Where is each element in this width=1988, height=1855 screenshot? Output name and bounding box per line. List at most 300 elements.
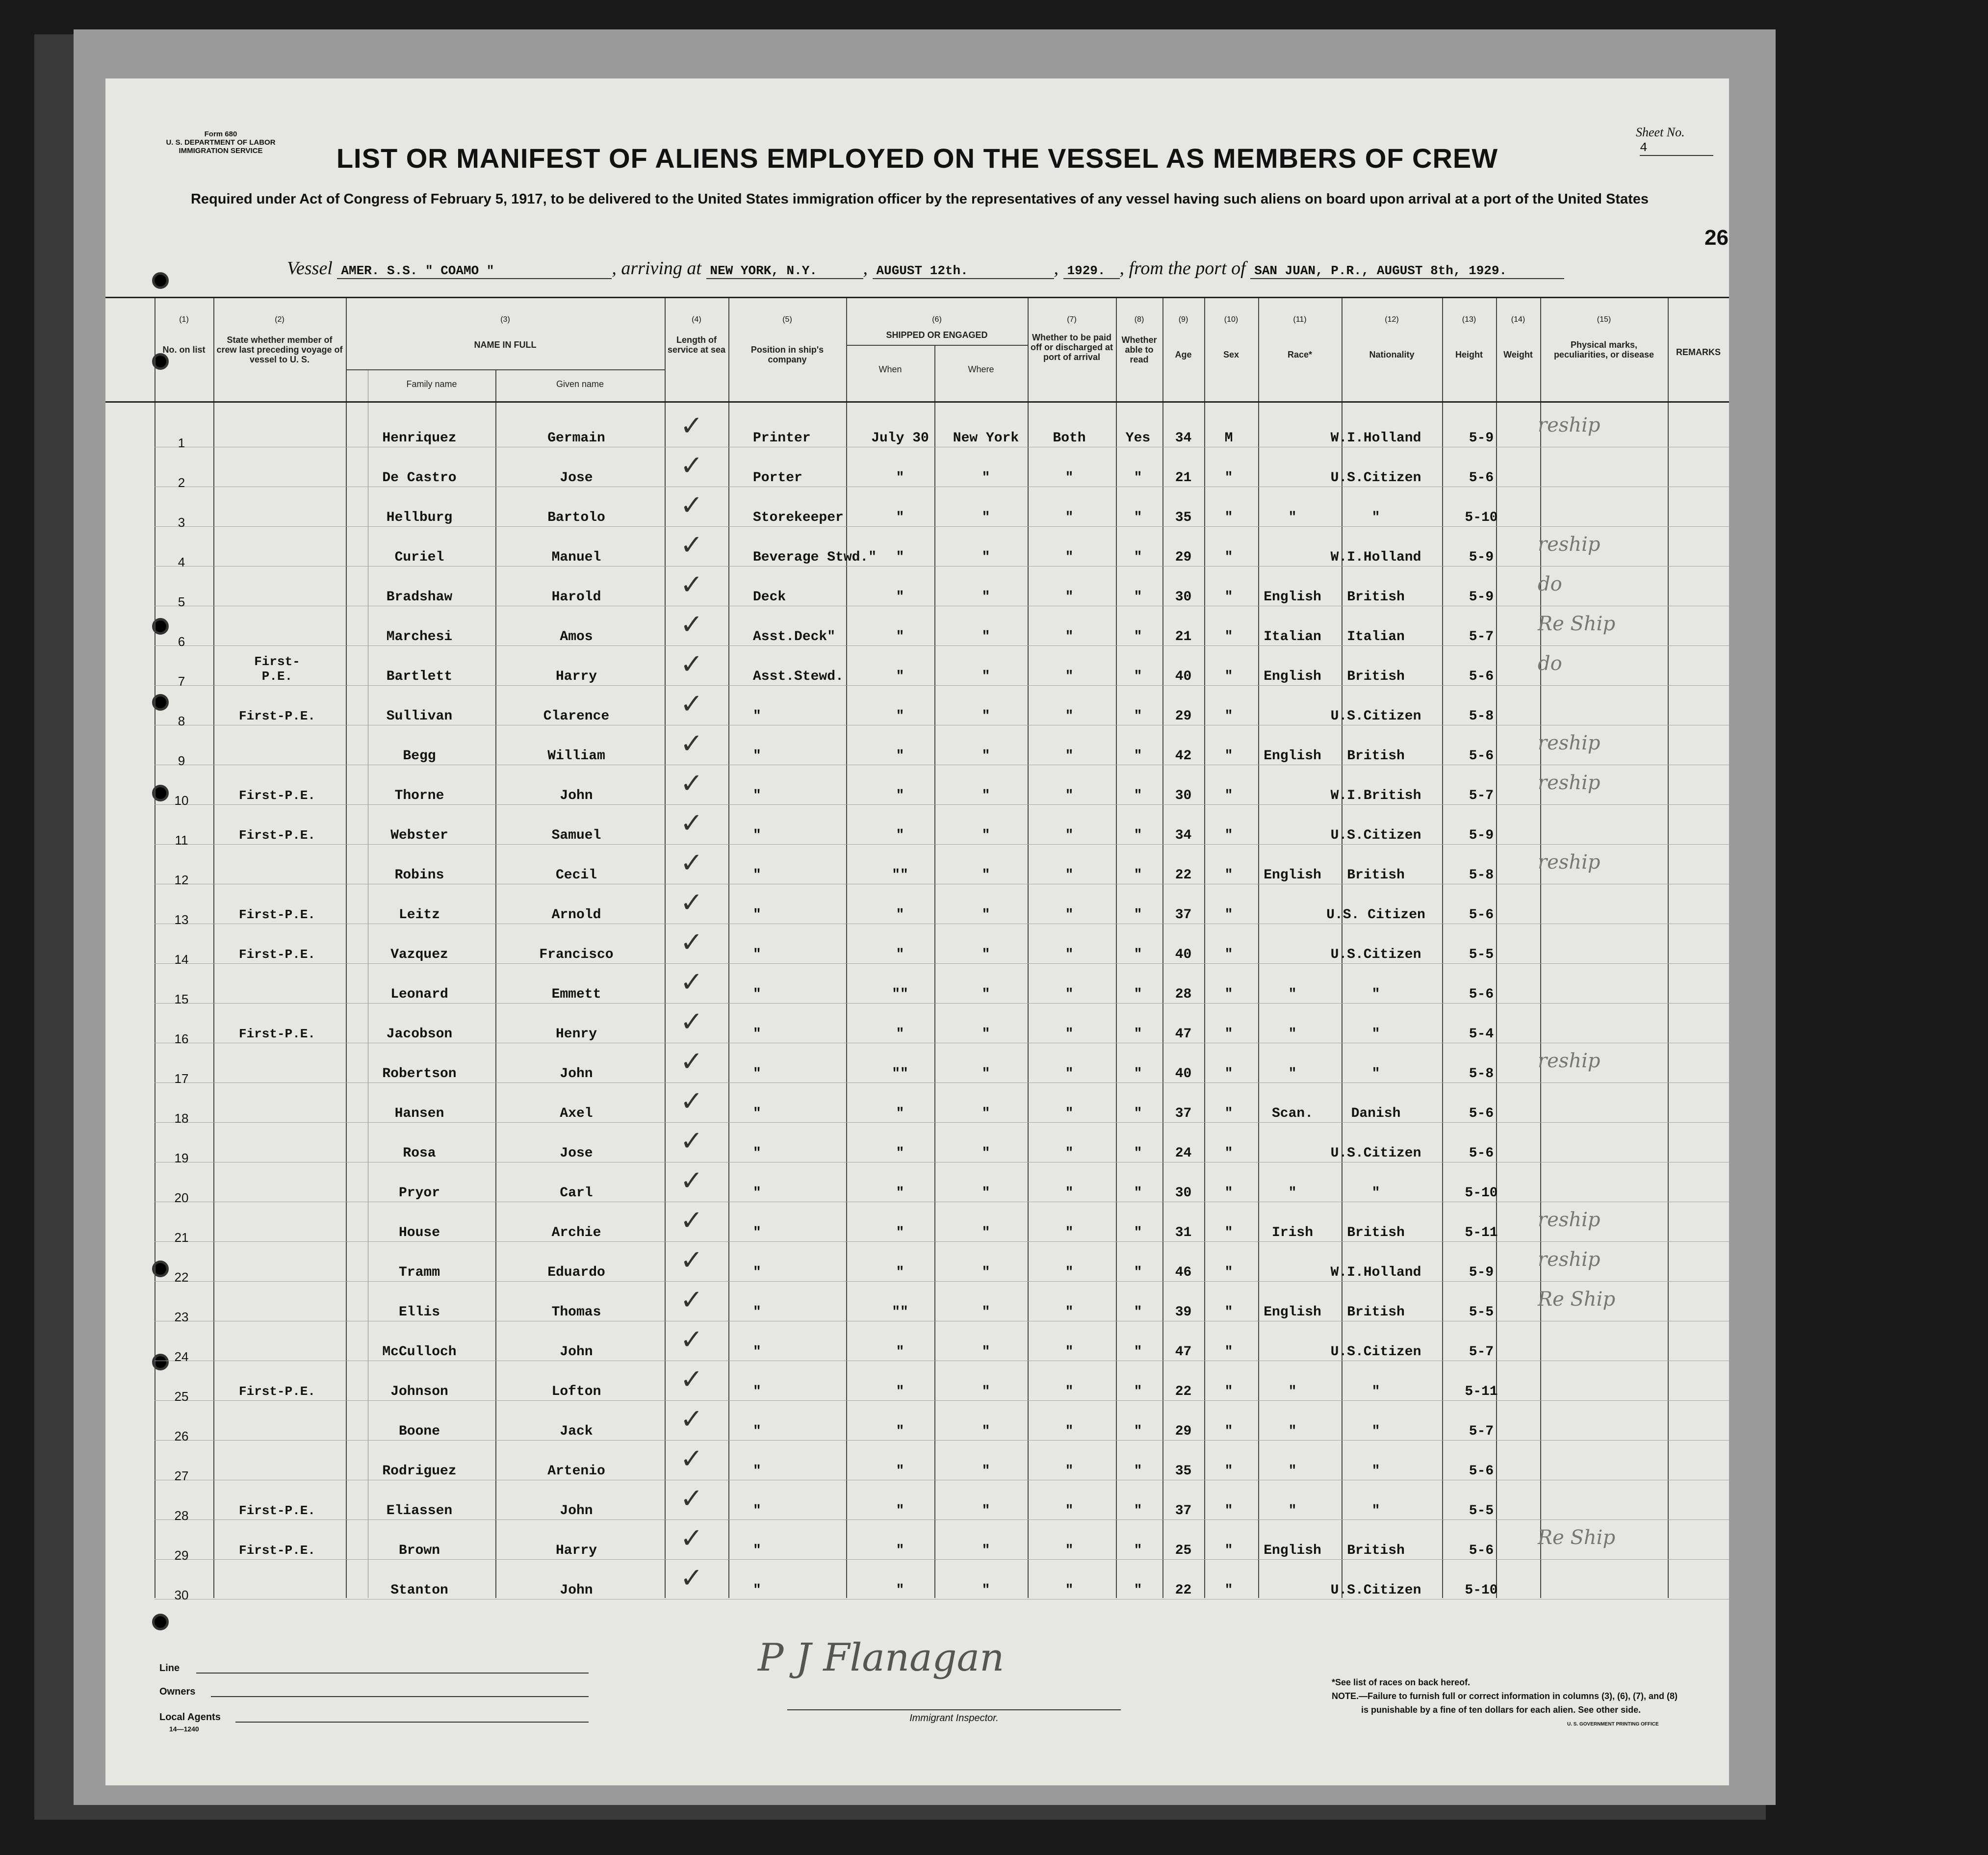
- given-name: Francisco: [539, 947, 614, 962]
- row-number: 4: [178, 555, 185, 569]
- age: 34: [1175, 431, 1192, 446]
- age: 39: [1175, 1305, 1192, 1320]
- able-to-read: ": [1134, 709, 1142, 724]
- row-number: 21: [174, 1230, 189, 1245]
- given-name: Emmett: [551, 987, 601, 1002]
- age: 47: [1175, 1027, 1192, 1042]
- col-5-number: (5): [782, 315, 792, 324]
- race: English: [1264, 868, 1321, 883]
- family-name: Hellburg: [386, 510, 453, 525]
- given-name: Manuel: [551, 550, 601, 565]
- shipped-when: ": [896, 1106, 904, 1121]
- table-row: [105, 884, 1729, 927]
- shipped-when: ": [896, 1464, 904, 1479]
- row-number: 11: [175, 833, 188, 848]
- from-label: , from the port of: [1119, 258, 1246, 279]
- family-name: Robertson: [382, 1066, 457, 1082]
- age: 29: [1175, 709, 1192, 724]
- col-11-number: (11): [1293, 315, 1307, 324]
- sex: ": [1224, 629, 1233, 644]
- position: ": [753, 788, 761, 803]
- row-number: 20: [174, 1190, 189, 1205]
- family-name: Webster: [390, 828, 448, 843]
- age: 22: [1175, 868, 1192, 883]
- row-number: 2: [178, 475, 185, 490]
- nationality: U.S.Citizen: [1330, 1344, 1421, 1360]
- table-row: [105, 685, 1729, 728]
- shipped-where: ": [981, 1305, 990, 1320]
- sex: ": [1224, 1384, 1233, 1399]
- punch-hole: [152, 272, 169, 289]
- height: 5-6: [1469, 470, 1494, 486]
- paid-off: ": [1065, 669, 1074, 684]
- row-number: 22: [174, 1270, 189, 1285]
- shipped-where: New York: [953, 431, 1019, 446]
- position: Asst.Deck": [753, 629, 836, 644]
- table-row: [105, 1440, 1729, 1483]
- shipped-where: ": [981, 550, 990, 565]
- given-name: Amos: [560, 629, 593, 644]
- paid-off: ": [1065, 788, 1074, 803]
- sex: ": [1224, 510, 1233, 525]
- sex: ": [1224, 947, 1233, 962]
- nationality: ": [1371, 510, 1380, 525]
- col-3-header: NAME IN FULL: [474, 340, 537, 350]
- nationality: ": [1371, 1424, 1380, 1439]
- row-number: 8: [178, 714, 185, 728]
- row-number: 28: [174, 1508, 189, 1523]
- shipped-when: ": [896, 1384, 904, 1399]
- col-7-number: (7): [1067, 315, 1077, 324]
- shipped-when: ": [896, 1225, 904, 1240]
- family-name: Rodriguez: [382, 1464, 457, 1479]
- shipped-when: "": [892, 1305, 908, 1320]
- paid-off: ": [1065, 907, 1074, 923]
- service-check-mark: ✓: [680, 490, 703, 521]
- age: 24: [1175, 1146, 1192, 1161]
- line-label: Line: [159, 1663, 180, 1674]
- previous-voyage: First-P.E.: [238, 1543, 316, 1558]
- sex: ": [1224, 1424, 1233, 1439]
- nationality: Italian: [1347, 629, 1405, 644]
- agents-code: 14—1240: [169, 1725, 199, 1733]
- col-8-header: Whether able to read: [1121, 335, 1157, 364]
- shipped-where: ": [981, 590, 990, 605]
- vessel-line: Vessel AMER. S.S. " COAMO " , arriving at NEW YORK, N.Y. , AUGUST 12th. , 1929. , from the port of SAN JUAN, P.R., AUGUST 8th, 1929.: [287, 258, 1675, 279]
- able-to-read: ": [1134, 1344, 1142, 1360]
- col-9-header: Age: [1175, 350, 1192, 360]
- family-name: Begg: [403, 748, 436, 764]
- height: 5-9: [1469, 590, 1494, 605]
- able-to-read: ": [1134, 1146, 1142, 1161]
- family-name: Vazquez: [390, 947, 448, 962]
- table-row: [105, 447, 1729, 490]
- physical-marks: reship: [1538, 533, 1601, 556]
- position: Beverage Stwd.": [753, 550, 877, 565]
- paid-off: ": [1065, 1066, 1074, 1082]
- manifest-page: [105, 78, 1729, 1785]
- physical-marks: reship: [1538, 732, 1601, 754]
- position: Storekeeper: [753, 510, 844, 525]
- given-name: Cecil: [555, 868, 597, 883]
- table-row: [105, 526, 1729, 569]
- family-name: Jacobson: [386, 1027, 453, 1042]
- able-to-read: ": [1134, 1225, 1142, 1240]
- given-name: Clarence: [543, 709, 610, 724]
- height: 5-6: [1469, 1106, 1494, 1121]
- previous-voyage: First-P.E.: [238, 709, 316, 723]
- nationality: Danish: [1351, 1106, 1401, 1121]
- age: 25: [1175, 1543, 1192, 1558]
- position: ": [753, 1344, 761, 1360]
- able-to-read: ": [1134, 1384, 1142, 1399]
- nationality: British: [1347, 1225, 1405, 1240]
- col-1-number: (1): [179, 315, 189, 324]
- nationality: ": [1371, 1185, 1380, 1201]
- given-name: John: [560, 788, 593, 803]
- row-number: 29: [174, 1548, 189, 1563]
- previous-voyage: First-P.E.: [238, 1027, 316, 1041]
- age: 40: [1175, 1066, 1192, 1082]
- position: ": [753, 1106, 761, 1121]
- age: 22: [1175, 1384, 1192, 1399]
- age: 30: [1175, 788, 1192, 803]
- shipped-when: July 30: [871, 431, 929, 446]
- able-to-read: ": [1134, 1464, 1142, 1479]
- col-12-number: (12): [1385, 315, 1399, 324]
- row-number: 24: [174, 1349, 189, 1364]
- paid-off: ": [1065, 1503, 1074, 1519]
- position: ": [753, 907, 761, 923]
- nationality: British: [1347, 868, 1405, 883]
- shipped-where: ": [981, 1106, 990, 1121]
- position: ": [753, 1265, 761, 1280]
- position: ": [753, 1543, 761, 1558]
- paid-off: ": [1065, 1225, 1074, 1240]
- position: ": [753, 1583, 761, 1598]
- paid-off: ": [1065, 1583, 1074, 1598]
- paid-off: ": [1065, 470, 1074, 486]
- age: 28: [1175, 987, 1192, 1002]
- paid-off: ": [1065, 1344, 1074, 1360]
- family-name: Brown: [398, 1543, 440, 1558]
- physical-marks: Re Ship: [1538, 613, 1616, 635]
- physical-marks: Re Ship: [1538, 1288, 1616, 1311]
- line-field: [196, 1673, 589, 1674]
- shipped-when: "": [892, 1066, 908, 1082]
- able-to-read: ": [1134, 629, 1142, 644]
- shipped-when: ": [896, 510, 904, 525]
- shipped-when: ": [896, 788, 904, 803]
- family-name: Hansen: [394, 1106, 444, 1121]
- row-number: 3: [178, 515, 185, 530]
- height: 5-9: [1469, 431, 1494, 446]
- nationality: British: [1347, 1543, 1405, 1558]
- given-name: Archie: [551, 1225, 601, 1240]
- row-number: 15: [174, 992, 189, 1006]
- table-row: [105, 1520, 1729, 1563]
- punch-hole: [152, 1614, 169, 1630]
- shipped-when: ": [896, 947, 904, 962]
- sex: ": [1224, 788, 1233, 803]
- sex: ": [1224, 1027, 1233, 1042]
- row-number: 16: [174, 1031, 189, 1046]
- row-number: 12: [174, 873, 189, 887]
- height: 5-6: [1469, 1146, 1494, 1161]
- shipped-where: ": [981, 868, 990, 883]
- sex: ": [1224, 550, 1233, 565]
- nationality: British: [1347, 748, 1405, 764]
- printer-imprint: U. S. GOVERNMENT PRINTING OFFICE: [1567, 1722, 1659, 1727]
- arrival-port: NEW YORK, N.Y.: [706, 263, 863, 279]
- remarks-header: REMARKS: [1676, 347, 1721, 357]
- service-check-mark: ✓: [680, 1244, 703, 1276]
- sex: ": [1224, 470, 1233, 486]
- table-row: [105, 963, 1729, 1006]
- arrival-date: AUGUST 12th.: [873, 263, 1054, 279]
- where-header: Where: [968, 364, 994, 374]
- col-6-number: (6): [932, 315, 942, 324]
- shipped-where: ": [981, 629, 990, 644]
- race: ": [1288, 510, 1297, 525]
- family-name: Boone: [398, 1424, 440, 1439]
- inspector-field: [787, 1709, 1121, 1710]
- given-name: Jose: [560, 1146, 593, 1161]
- shipped-where: ": [981, 788, 990, 803]
- height: 5-8: [1469, 709, 1494, 724]
- shipped-when: "": [892, 868, 908, 883]
- able-to-read: ": [1134, 907, 1142, 923]
- paid-off: ": [1065, 1543, 1074, 1558]
- table-row: [105, 765, 1729, 808]
- paid-off: ": [1065, 1305, 1074, 1320]
- height: 5-10: [1465, 510, 1498, 525]
- given-name: John: [560, 1066, 593, 1082]
- races-note: *See list of races on back hereof.: [1332, 1677, 1471, 1687]
- shipped-where: ": [981, 510, 990, 525]
- age: 40: [1175, 947, 1192, 962]
- paid-off: ": [1065, 947, 1074, 962]
- position: ": [753, 1225, 761, 1240]
- shipped-when: ": [896, 669, 904, 684]
- physical-marks: reship: [1538, 1248, 1601, 1271]
- shipped-rule: [846, 345, 1028, 346]
- race: Scan.: [1271, 1106, 1313, 1121]
- given-name: Lofton: [551, 1384, 601, 1399]
- col-4-header: Length of service at sea: [667, 335, 726, 355]
- shipped-when: ": [896, 470, 904, 486]
- height: 5-11: [1465, 1384, 1498, 1399]
- height: 5-6: [1469, 669, 1494, 684]
- race: English: [1264, 669, 1321, 684]
- col-10-number: (10): [1224, 315, 1239, 324]
- height: 5-5: [1469, 1305, 1494, 1320]
- col-12-header: Nationality: [1369, 350, 1415, 360]
- previous-voyage: First-P.E.: [238, 788, 316, 803]
- physical-marks: Re Ship: [1538, 1526, 1616, 1549]
- sheet-value: 4: [1640, 140, 1713, 156]
- position: ": [753, 1146, 761, 1161]
- sex: ": [1224, 590, 1233, 605]
- col-10-header: Sex: [1223, 350, 1239, 360]
- height: 5-11: [1465, 1225, 1498, 1240]
- sex: ": [1224, 1106, 1233, 1121]
- col-14-header: Weight: [1503, 350, 1533, 360]
- family-name: Eliassen: [386, 1503, 453, 1519]
- family-name: Henriquez: [382, 431, 457, 446]
- shipped-where: ": [981, 1185, 990, 1201]
- position: Printer: [753, 431, 811, 446]
- row-number: 19: [174, 1151, 189, 1165]
- nationality: U.S. Citizen: [1326, 907, 1425, 923]
- able-to-read: ": [1134, 868, 1142, 883]
- col-13-header: Height: [1455, 350, 1483, 360]
- height: 5-5: [1469, 947, 1494, 962]
- sex: ": [1224, 828, 1233, 843]
- table-row: [105, 566, 1729, 609]
- able-to-read: ": [1134, 748, 1142, 764]
- table-row: [105, 1480, 1729, 1523]
- page-subtitle: Required under Act of Congress of February 5, 1917, to be delivered to the United States immigration officer by the representatives of any vessel having such aliens on board upon arrival at a port of the United States: [190, 191, 1649, 207]
- position: ": [753, 1503, 761, 1519]
- shipped-when: ": [896, 1424, 904, 1439]
- col-14-number: (14): [1511, 315, 1525, 324]
- shipped-when: ": [896, 748, 904, 764]
- able-to-read: ": [1134, 550, 1142, 565]
- given-name: Samuel: [551, 828, 601, 843]
- service-check-mark: ✓: [680, 1284, 703, 1316]
- service-check-mark: ✓: [680, 1006, 703, 1038]
- nationality: U.S.Citizen: [1330, 470, 1421, 486]
- shipped-where: ": [981, 1066, 990, 1082]
- shipped-when: ": [896, 590, 904, 605]
- shipped-when: ": [896, 1583, 904, 1598]
- nationality: U.S.Citizen: [1330, 947, 1421, 962]
- height: 5-7: [1469, 788, 1494, 803]
- vessel-label: Vessel: [287, 258, 333, 279]
- service-check-mark: ✓: [680, 807, 703, 839]
- owners-field: [211, 1696, 589, 1697]
- age: 35: [1175, 510, 1192, 525]
- previous-voyage: First-P.E.: [238, 947, 316, 962]
- position: ": [753, 1424, 761, 1439]
- paid-off: ": [1065, 590, 1074, 605]
- table-row: [105, 1082, 1729, 1126]
- col-1-header: No. on list: [162, 345, 206, 355]
- given-name: William: [547, 748, 605, 764]
- nationality: British: [1347, 590, 1405, 605]
- shipped-where: ": [981, 1265, 990, 1280]
- nationality: W.I.Holland: [1330, 431, 1421, 446]
- paid-off: ": [1065, 748, 1074, 764]
- shipped-where: ": [981, 1464, 990, 1479]
- able-to-read: ": [1134, 788, 1142, 803]
- paid-off: ": [1065, 1424, 1074, 1439]
- row-number: 23: [174, 1310, 189, 1324]
- row-number: 7: [178, 674, 185, 689]
- form-number: Form 680: [204, 130, 237, 138]
- col-3-number: (3): [500, 315, 510, 324]
- race: Italian: [1264, 629, 1321, 644]
- paid-off: ": [1065, 550, 1074, 565]
- shipped-where: ": [981, 669, 990, 684]
- service-check-mark: ✓: [680, 1324, 703, 1356]
- age: 21: [1175, 629, 1192, 644]
- height: 5-7: [1469, 1344, 1494, 1360]
- physical-marks: reship: [1538, 1050, 1601, 1072]
- shipped-when: ": [896, 1344, 904, 1360]
- table-row: [105, 1559, 1729, 1602]
- height: 5-5: [1469, 1503, 1494, 1519]
- service-check-mark: ✓: [680, 728, 703, 760]
- col-13-number: (13): [1462, 315, 1476, 324]
- service-check-mark: ✓: [680, 450, 703, 482]
- crew-table: [105, 297, 1729, 1602]
- row-number: 27: [174, 1469, 189, 1483]
- age: 34: [1175, 828, 1192, 843]
- age: 37: [1175, 907, 1192, 923]
- nationality: ": [1371, 1464, 1380, 1479]
- shipped-when: ": [896, 828, 904, 843]
- sex: M: [1224, 431, 1233, 446]
- sex: ": [1224, 709, 1233, 724]
- service-check-mark: ✓: [680, 648, 703, 680]
- sex: ": [1224, 868, 1233, 883]
- previous-voyage: First-P.E.: [238, 1503, 316, 1518]
- able-to-read: ": [1134, 1424, 1142, 1439]
- shipped-when: ": [896, 1027, 904, 1042]
- nationality: ": [1371, 1503, 1380, 1519]
- owners-label: Owners: [159, 1686, 196, 1697]
- height: 5-10: [1465, 1185, 1498, 1201]
- height: 5-10: [1465, 1583, 1498, 1598]
- family-name: Bradshaw: [386, 590, 453, 605]
- race: ": [1288, 1424, 1297, 1439]
- arriving-label: , arriving at: [612, 258, 701, 279]
- sex: ": [1224, 748, 1233, 764]
- table-row: [105, 407, 1729, 450]
- height: 5-4: [1469, 1027, 1494, 1042]
- service-check-mark: ✓: [680, 1165, 703, 1197]
- nationality: U.S.Citizen: [1330, 709, 1421, 724]
- paid-off: ": [1065, 1265, 1074, 1280]
- shipped-where: ": [981, 470, 990, 486]
- position: ": [753, 987, 761, 1002]
- family-name: De Castro: [382, 470, 457, 486]
- shipped-where: ": [981, 1583, 990, 1598]
- age: 30: [1175, 590, 1192, 605]
- paid-off: ": [1065, 510, 1074, 525]
- physical-marks: do: [1538, 652, 1562, 675]
- previous-voyage: First- P.E.: [254, 654, 300, 684]
- height: 5-9: [1469, 550, 1494, 565]
- position: ": [753, 748, 761, 764]
- service-check-mark: ✓: [680, 1125, 703, 1157]
- nationality: ": [1371, 1027, 1380, 1042]
- sheet-label: Sheet No.: [1636, 125, 1685, 139]
- shipped-where: ": [981, 947, 990, 962]
- given-name: John: [560, 1344, 593, 1360]
- given-name: Harry: [555, 669, 597, 684]
- given-name: Harold: [551, 590, 601, 605]
- row-number: 14: [174, 952, 189, 967]
- fine-note: is punishable by a fine of ten dollars for each alien. See other side.: [1361, 1705, 1641, 1715]
- position: ": [753, 1066, 761, 1082]
- table-row: [105, 1003, 1729, 1046]
- failure-note: NOTE.—Failure to furnish full or correct information in columns (3), (6), (7), and (8): [1332, 1691, 1678, 1701]
- height: 5-9: [1469, 828, 1494, 843]
- given-name: Jose: [560, 470, 593, 486]
